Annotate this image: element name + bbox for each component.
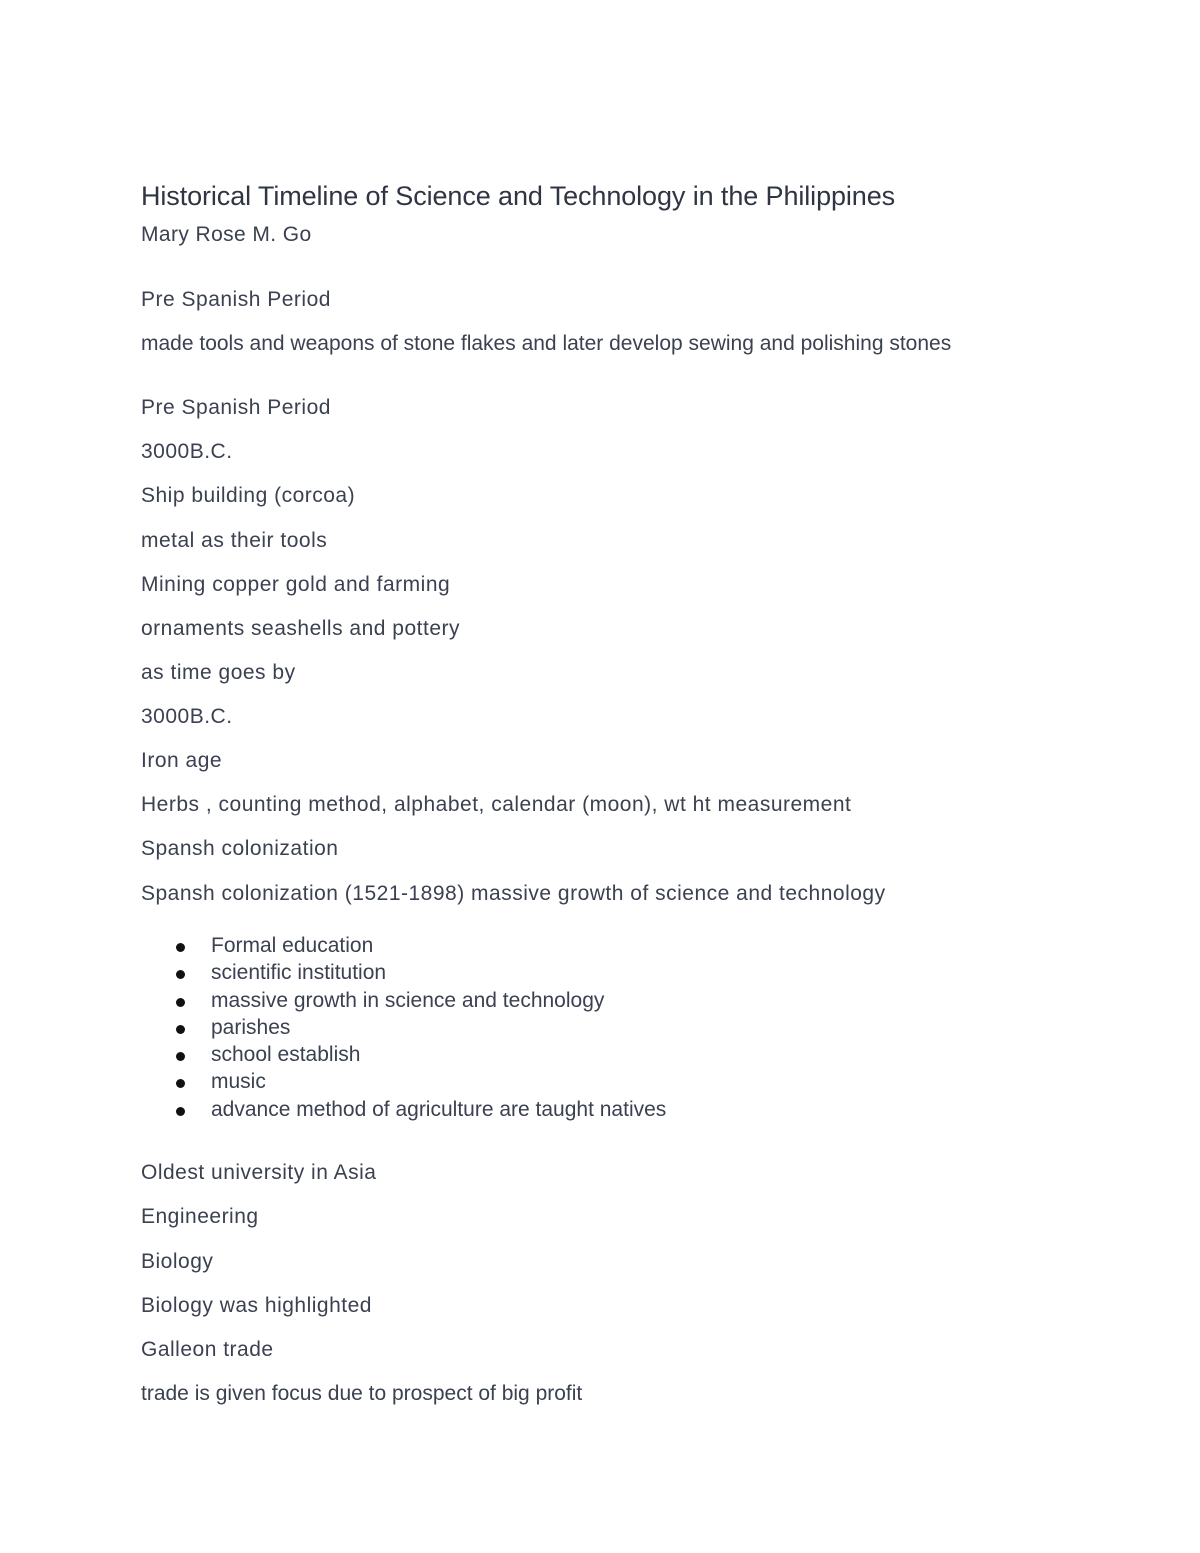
list-item: [141, 958, 1041, 985]
text-line: Pre Spanish Period: [141, 288, 331, 311]
list-item-text: scientific institution: [211, 961, 387, 985]
document-author: Mary Rose M. Go: [141, 223, 312, 246]
bullet-icon: [176, 1107, 185, 1116]
text-line: Galleon trade: [141, 1338, 274, 1361]
text-line: Ship building (corcoa): [141, 484, 356, 507]
bullet-icon: [176, 943, 185, 952]
text-line: Engineering: [141, 1205, 259, 1228]
list-item: [141, 931, 1041, 958]
list-item-text: advance method of agriculture are taught natives: [211, 1097, 667, 1121]
bullet-icon: [176, 1079, 185, 1088]
text-line: Spansh colonization (1521-1898) massive growth of science and technology: [141, 882, 886, 905]
text-line: as time goes by: [141, 661, 296, 684]
list-item: [141, 1040, 1041, 1067]
list-item-text: parishes: [211, 1015, 291, 1039]
text-line: 3000B.C.: [141, 440, 233, 463]
bullet-icon: [176, 1025, 185, 1034]
text-line: 3000B.C.: [141, 705, 233, 728]
text-line: Pre Spanish Period: [141, 396, 331, 419]
list-item-text: school establish: [211, 1043, 361, 1067]
text-line: ornaments seashells and pottery: [141, 617, 461, 640]
bullet-list: [141, 931, 1041, 1122]
text-line: Oldest university in Asia: [141, 1161, 377, 1184]
text-line: Herbs , counting method, alphabet, calendar (moon), wt ht measurement: [141, 793, 852, 816]
text-line: made tools and weapons of stone flakes and later develop sewing and polishing stones: [141, 332, 952, 355]
list-item: [141, 1067, 1041, 1094]
list-item-text: Formal education: [211, 934, 374, 957]
list-item: [141, 1095, 1041, 1122]
list-item: [141, 986, 1041, 1013]
text-line: Mining copper gold and farming: [141, 573, 451, 596]
bullet-icon: [176, 998, 185, 1007]
text-line: metal as their tools: [141, 529, 328, 552]
list-item-text: massive growth in science and technology: [211, 988, 605, 1012]
text-line: Biology was highlighted: [141, 1294, 372, 1317]
list-item-text: music: [211, 1070, 266, 1094]
document-title: Historical Timeline of Science and Technology in the Philippines: [141, 181, 896, 211]
list-item: [141, 1013, 1041, 1040]
text-line: Biology: [141, 1250, 214, 1273]
bullet-icon: [176, 1052, 185, 1061]
bullet-icon: [176, 970, 185, 979]
text-line: trade is given focus due to prospect of big profit: [141, 1382, 583, 1405]
text-line: Spansh colonization: [141, 837, 339, 860]
text-line: Iron age: [141, 749, 223, 772]
